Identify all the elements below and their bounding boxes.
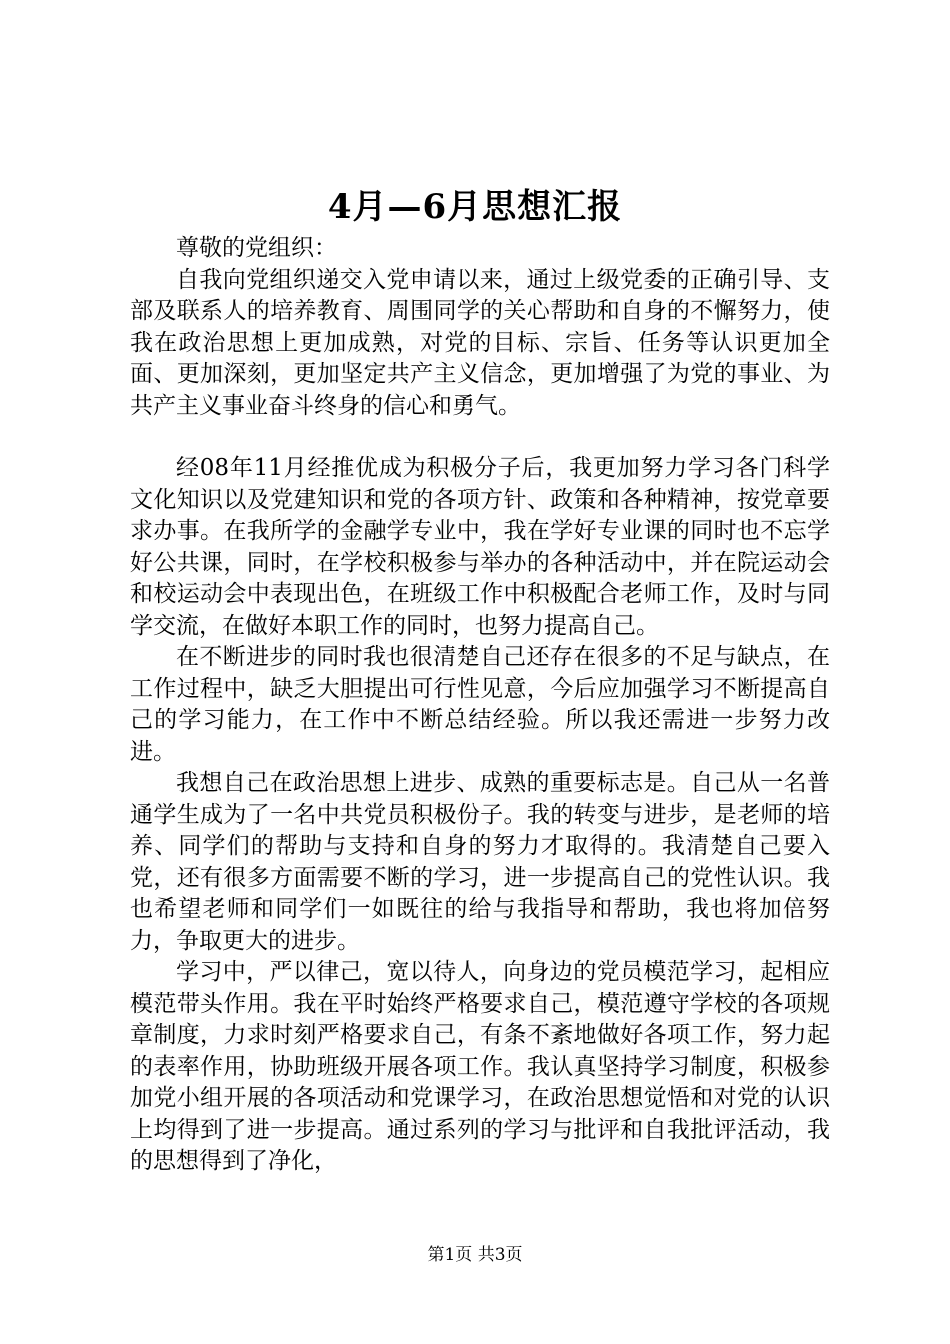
paragraph-4: 我想自己在政治思想上进步、成熟的重要标志是。自己从一名普通学生成为了一名中共党员积极份子。我的转变与进步，是老师的培养、同学们的帮助与支持和自身的努力才取得的。我清楚自己要入党，还有很多方面需要不断的学习，进一步提高自己的党性认识。我也希望老师和同学们一如既往的给与我指导和帮助，我也将加倍努力，争取更大的进步。 xyxy=(130,770,830,954)
salutation: 尊敬的党组织： xyxy=(176,235,337,261)
document-title: 4月—6月思想汇报 xyxy=(327,187,623,227)
page-number-footer: 第1页 共3页 xyxy=(427,1245,523,1265)
paragraph-3: 在不断进步的同时我也很清楚自己还存在很多的不足与缺点，在工作过程中，缺乏大胆提出可行性见意，今后应加强学习不断提高自己的学习能力，在工作中不断总结经验。所以我还需进一步努力改进。 xyxy=(130,644,830,765)
document-body xyxy=(130,233,830,1178)
paragraph-1: 自我向党组织递交入党申请以来，通过上级党委的正确引导、支部及联系人的培养教育、周围同学的关心帮助和自身的不懈努力，使我在政治思想上更加成熟，对党的目标、宗旨、任务等认识更加全面、更加深刻，更加坚定共产主义信念，更加增强了为党的事业、为共产主义事业奋斗终身的信心和勇气。 xyxy=(130,266,830,419)
paragraph-2: 经08年11月经推优成为积极分子后，我更加努力学习各门科学文化知识以及党建知识和党的各项方针、政策和各种精神，按党章要求办事。在我所学的金融学专业中，我在学好专业课的同时也不忘学好公共课，同时，在学校积极参与举办的各种活动中，并在院运动会和校运动会中表现出色，在班级工作中积极配合老师工作，及时与同学交流，在做好本职工作的同时，也努力提高自己。 xyxy=(130,455,830,639)
paragraph-5: 学习中，严以律己，宽以待人，向身边的党员模范学习，起相应模范带头作用。我在平时始终严格要求自己，模范遵守学校的各项规章制度，力求时刻严格要求自己，有条不紊地做好各项工作，努力起的表率作用，协助班级开展各项工作。我认真坚持学习制度，积极参加党小组开展的各项活动和党课学习，在政治思想觉悟和对党的认识上均得到了进一步提高。通过系列的学习与批评和自我批评活动，我的思想得到了净化， xyxy=(130,959,830,1174)
